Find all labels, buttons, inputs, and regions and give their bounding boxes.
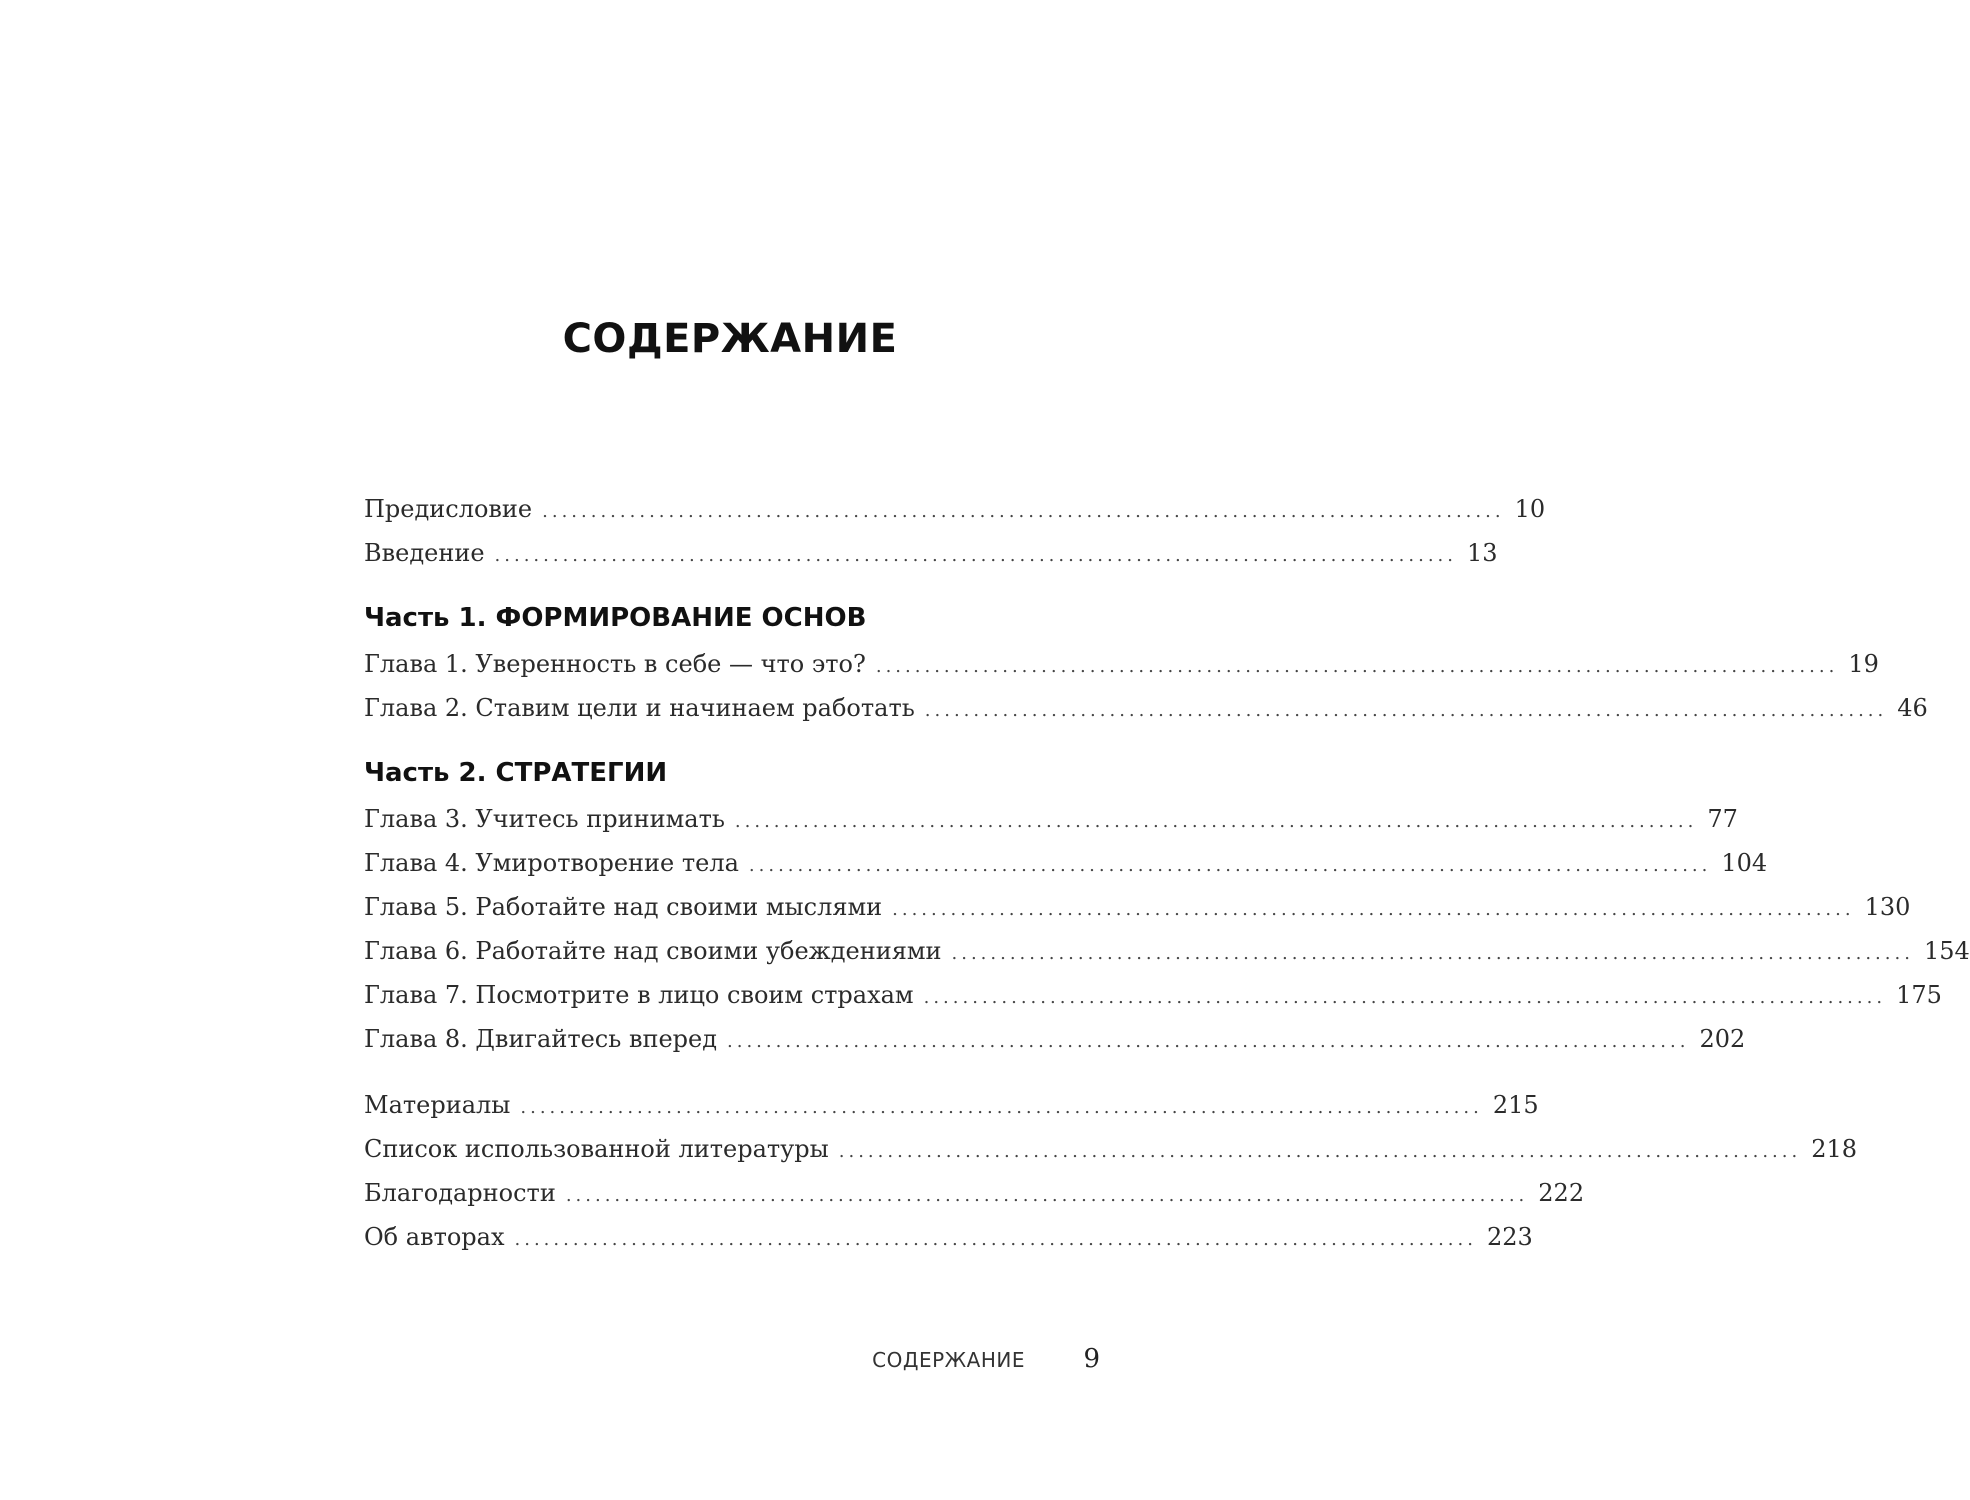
dot-leader: ................................................................................................... — [923, 987, 1887, 1008]
dot-leader: ................................................................................................... — [514, 1229, 1477, 1250]
toc-entry-preface[interactable] — [364, 493, 1546, 528]
toc-entry-bibliography[interactable] — [364, 1133, 1858, 1168]
dot-leader: ................................................................................................... — [951, 943, 1914, 964]
toc-entry-page: 104 — [1721, 849, 1768, 877]
toc-entry-label: Материалы — [364, 1091, 511, 1119]
toc-entry-label: Глава 7. Посмотрите в лицо своим страхам — [364, 981, 914, 1009]
toc-entry-label: Глава 3. Учитесь принимать — [364, 805, 725, 833]
toc-entry-page: 215 — [1492, 1091, 1539, 1119]
toc-entry-about-authors[interactable] — [364, 1221, 1533, 1256]
dot-leader: ................................................................................................... — [565, 1185, 1529, 1206]
toc-entry-chapter-3[interactable] — [364, 803, 1738, 838]
toc-entry-chapter-7[interactable] — [364, 979, 1942, 1014]
toc-entry-label: Благодарности — [364, 1179, 556, 1207]
dot-leader: ................................................................................................... — [494, 545, 1457, 566]
toc-entry-page: 13 — [1466, 539, 1498, 567]
toc-entry-page: 154 — [1923, 937, 1970, 965]
toc-entry-chapter-8[interactable] — [364, 1023, 1746, 1058]
toc-entry-page: 218 — [1811, 1135, 1858, 1163]
toc-entry-chapter-5[interactable] — [364, 891, 1911, 926]
toc-entry-label: Список использованной литературы — [364, 1135, 829, 1163]
toc-entry-page: 175 — [1896, 981, 1942, 1009]
toc-entry-chapter-6[interactable] — [364, 935, 1970, 970]
page-footer — [0, 1344, 1100, 1376]
page-number: 9 — [1083, 1344, 1100, 1374]
part-heading-2: Часть 2. СТРАТЕГИИ — [364, 758, 668, 788]
toc-entry-materials[interactable] — [364, 1089, 1539, 1124]
toc-entry-page: 223 — [1486, 1223, 1533, 1251]
dot-leader: ................................................................................................... — [748, 855, 1712, 876]
dot-leader: ................................................................................................... — [542, 501, 1505, 522]
toc-entry-label: Об авторах — [364, 1223, 505, 1251]
toc-entry-label: Предисловие — [364, 495, 533, 523]
toc-entry-page: 10 — [1514, 495, 1546, 523]
toc-entry-label: Глава 6. Работайте над своими убеждениями — [364, 937, 942, 965]
toc-entry-acknowledgements[interactable] — [364, 1177, 1585, 1212]
toc-entry-chapter-2[interactable] — [364, 692, 1928, 727]
dot-leader: ................................................................................................... — [875, 656, 1839, 677]
toc-entry-page: 222 — [1538, 1179, 1585, 1207]
toc-entry-chapter-1[interactable] — [364, 648, 1879, 683]
toc-entry-label: Глава 1. Уверенность в себе — что это? — [364, 650, 866, 678]
dot-leader: ................................................................................................... — [924, 700, 1888, 721]
toc-entry-label: Глава 5. Работайте над своими мыслями — [364, 893, 883, 921]
toc-entry-label: Глава 8. Двигайтесь вперед — [364, 1025, 717, 1053]
dot-leader: ................................................................................................... — [520, 1097, 1483, 1118]
toc-entry-chapter-4[interactable] — [364, 847, 1768, 882]
toc-entry-page: 19 — [1848, 650, 1879, 678]
toc-entry-label: Введение — [364, 539, 485, 567]
part-heading-1: Часть 1. ФОРМИРОВАНИЕ ОСНОВ — [364, 603, 867, 633]
dot-leader: ................................................................................................... — [892, 899, 1855, 920]
toc-entry-page: 46 — [1897, 694, 1928, 722]
toc-entry-label: Глава 2. Ставим цели и начинаем работать — [364, 694, 915, 722]
toc-entry-introduction[interactable] — [364, 537, 1498, 572]
toc-entry-page: 77 — [1707, 805, 1738, 833]
toc-entry-page: 202 — [1699, 1025, 1746, 1053]
running-footer-title: СОДЕРЖАНИЕ — [872, 1348, 1025, 1372]
dot-leader: ................................................................................................... — [727, 1031, 1690, 1052]
dot-leader: ................................................................................................... — [838, 1141, 1802, 1162]
dot-leader: ................................................................................................... — [734, 811, 1698, 832]
page-title: СОДЕРЖАНИЕ — [562, 316, 898, 362]
toc-entry-label: Глава 4. Умиротворение тела — [364, 849, 739, 877]
toc-entry-page: 130 — [1864, 893, 1911, 921]
